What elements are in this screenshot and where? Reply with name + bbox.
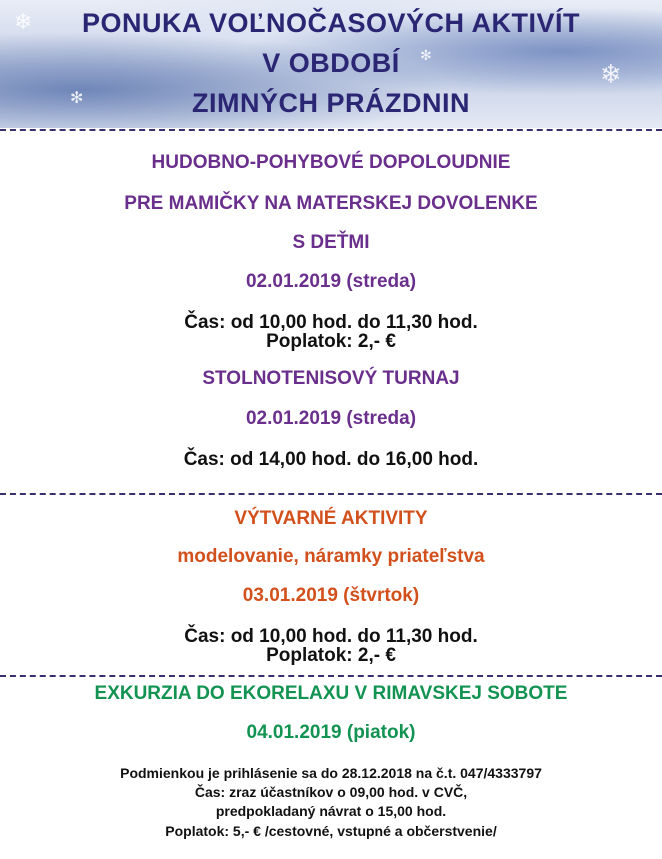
activity4-note-registration: Podmienkou je prihlásenie sa do 28.12.2018 na č.t. 047/4333797 xyxy=(120,765,542,781)
activity4-note-return: predpokladaný návrat o 15,00 hod. xyxy=(215,803,447,819)
activity3-subtitle: modelovanie, náramky priateľstva xyxy=(177,546,485,567)
snowflake-icon: ❄ xyxy=(14,10,33,35)
activity1-title-line2: PRE MAMIČKY NA MATERSKEJ DOVOLENKE xyxy=(124,193,538,214)
activity2-time: Čas: od 14,00 hod. do 16,00 hod. xyxy=(183,449,479,470)
winter-header-banner xyxy=(0,0,662,128)
snowflake-icon: ✻ xyxy=(420,48,432,64)
activity2-date: 02.01.2019 (streda) xyxy=(245,408,417,429)
activity3-fee: Poplatok: 2,- € xyxy=(266,645,396,666)
activity3-date: 03.01.2019 (štvrtok) xyxy=(242,585,420,606)
activity1-date: 02.01.2019 (streda) xyxy=(245,271,417,292)
activity3-title: VÝTVARNÉ AKTIVITY xyxy=(234,508,428,529)
section-divider xyxy=(0,129,662,131)
activity4-title: EXKURZIA DO EKORELAXU V RIMAVSKEJ SOBOTE xyxy=(94,683,568,704)
section-divider xyxy=(0,493,662,495)
header-line-3: ZIMNÝCH PRÁZDNIN xyxy=(192,88,470,118)
activity4-note-fee: Poplatok: 5,- € /cestovné, vstupné a občerstvenie/ xyxy=(165,823,497,839)
header-line-1: PONUKA VOĽNOČASOVÝCH AKTIVÍT xyxy=(81,8,581,38)
activity1-title-line3: S DEŤMI xyxy=(292,232,370,253)
header-line-2: V OBDOBÍ xyxy=(262,48,400,78)
activity4-note-time: Čas: zraz účastníkov o 09,00 hod. v CVČ, xyxy=(194,784,468,800)
activity1-title-line1: HUDOBNO-POHYBOVÉ DOPOLOUDNIE xyxy=(151,152,511,173)
activity2-title: STOLNOTENISOVÝ TURNAJ xyxy=(202,368,460,389)
section-divider xyxy=(0,675,662,677)
snowflake-icon: ✻ xyxy=(70,88,84,107)
snowflake-icon: ❄ xyxy=(600,60,622,90)
activity3-time: Čas: od 10,00 hod. do 11,30 hod. xyxy=(184,626,478,647)
activity4-date: 04.01.2019 (piatok) xyxy=(246,722,416,743)
activity1-fee: Poplatok: 2,- € xyxy=(266,331,396,352)
activity1-time: Čas: od 10,00 hod. do 11,30 hod. xyxy=(184,312,478,333)
